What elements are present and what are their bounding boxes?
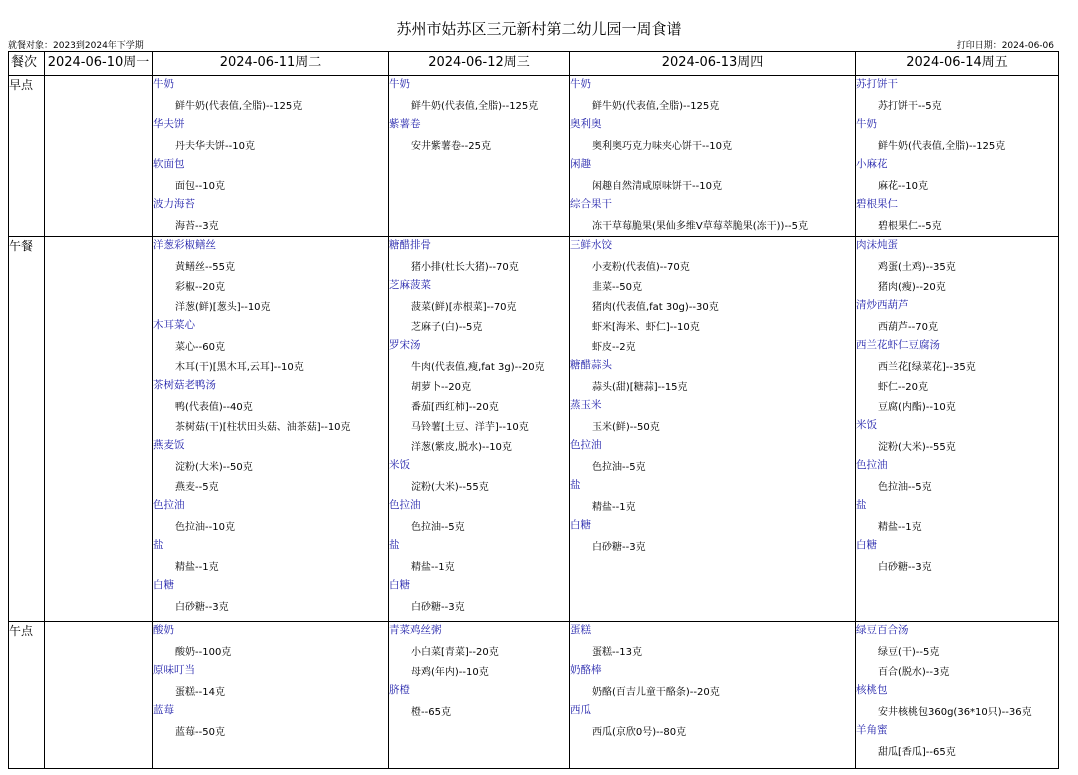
dish-name: 色拉油 <box>570 439 602 451</box>
ingredient: 淀粉(大米)--55克 <box>411 482 489 493</box>
dish-name: 米饭 <box>856 419 877 431</box>
ingredient: 色拉油--5克 <box>878 482 932 493</box>
ingredient: 精盐--1克 <box>592 502 636 513</box>
ingredient: 闲趣自然清咸原味饼干--10克 <box>592 181 722 192</box>
ingredient: 麻花--10克 <box>878 181 928 192</box>
ingredient: 色拉油--5克 <box>592 462 646 473</box>
menu-cell <box>856 237 1059 622</box>
ingredient: 母鸡(年内)--10克 <box>411 667 489 678</box>
dish-name: 青菜鸡丝粥 <box>389 624 442 636</box>
ingredient: 甜瓜[香瓜]--65克 <box>878 747 956 758</box>
dish-name: 蓝莓 <box>153 704 174 716</box>
ingredient: 芝麻子(白)--5克 <box>411 322 483 333</box>
menu-cell <box>153 622 389 769</box>
dish-name: 盐 <box>389 539 400 551</box>
header-day-fri: 2024-06-14周五 <box>856 52 1059 76</box>
dish-name: 白糖 <box>570 519 591 531</box>
ingredient: 牛肉(代表值,瘦,fat 3g)--20克 <box>411 362 545 373</box>
ingredient: 淀粉(大米)--55克 <box>878 442 956 453</box>
ingredient: 蛋糕--14克 <box>175 687 225 698</box>
menu-cell <box>153 237 389 622</box>
ingredient: 白砂糖--3克 <box>592 542 646 553</box>
ingredient: 奶酪(百吉儿童干酪条)--20克 <box>592 687 720 698</box>
menu-cell <box>45 622 153 769</box>
menu-cell <box>570 76 856 237</box>
menu-cell <box>45 237 153 622</box>
dish-name: 盐 <box>153 539 164 551</box>
header-row <box>9 52 1059 76</box>
ingredient: 精盐--1克 <box>175 562 219 573</box>
dish-name: 牛奶 <box>389 78 410 90</box>
dish-name: 苏打饼干 <box>856 78 898 90</box>
weekly-menu-table <box>8 51 1059 769</box>
ingredient: 猪肉(代表值,fat 30g)--30克 <box>592 302 719 313</box>
dish-name: 绿豆百合汤 <box>856 624 909 636</box>
print-date: 打印日期：2024-06-06 <box>956 41 1054 51</box>
menu-cell <box>45 76 153 237</box>
ingredient: 洋葱(紫皮,脱水)--10克 <box>411 442 512 453</box>
dish-name: 碧根果仁 <box>856 198 898 210</box>
menu-cell <box>856 76 1059 237</box>
ingredient: 蛋糕--13克 <box>592 647 642 658</box>
page-title: 苏州市姑苏区三元新村第二幼儿园一周食谱 <box>396 20 682 38</box>
ingredient: 白砂糖--3克 <box>175 602 229 613</box>
ingredient: 酸奶--100克 <box>175 647 232 658</box>
ingredient: 番茄[西红柿]--20克 <box>411 402 499 413</box>
meal-name: 早点 <box>9 76 45 237</box>
dish-name: 脐橙 <box>389 684 410 696</box>
dish-name: 闲趣 <box>570 158 591 170</box>
ingredient: 白砂糖--3克 <box>878 562 932 573</box>
meal-name: 午餐 <box>9 237 45 622</box>
ingredient: 蒜头(甜)[糖蒜]--15克 <box>592 382 688 393</box>
dish-name: 奥利奥 <box>570 118 602 130</box>
dish-name: 糖醋排骨 <box>389 239 431 251</box>
dish-name: 白糖 <box>153 579 174 591</box>
header-day-tue: 2024-06-11周二 <box>153 52 389 76</box>
ingredient: 虾仁--20克 <box>878 382 928 393</box>
header-day-thu: 2024-06-13周四 <box>570 52 856 76</box>
dish-name: 色拉油 <box>389 499 421 511</box>
header-day-wed: 2024-06-12周三 <box>389 52 570 76</box>
dish-name: 盐 <box>570 479 581 491</box>
dish-name: 洋葱彩椒鳝丝 <box>153 239 216 251</box>
ingredient: 木耳(干)[黑木耳,云耳]--10克 <box>175 362 304 373</box>
dish-name: 罗宋汤 <box>389 339 421 351</box>
meal-row <box>9 237 1059 622</box>
ingredient: 西瓜(京欣0号)--80克 <box>592 727 687 738</box>
dish-name: 木耳菜心 <box>153 319 195 331</box>
header-meal: 餐次 <box>9 52 45 76</box>
dish-name: 酸奶 <box>153 624 174 636</box>
ingredient: 菠菜(鲜)[赤根菜]--70克 <box>411 302 517 313</box>
dish-name: 盐 <box>856 499 867 511</box>
meal-name: 午点 <box>9 622 45 769</box>
ingredient: 鲜牛奶(代表值,全脂)--125克 <box>175 101 303 112</box>
dish-name: 综合果干 <box>570 198 612 210</box>
ingredient: 虾皮--2克 <box>592 342 636 353</box>
ingredient: 西葫芦--70克 <box>878 322 938 333</box>
dish-name: 华夫饼 <box>153 118 185 130</box>
ingredient: 彩椒--20克 <box>175 282 225 293</box>
dish-name: 奶酪棒 <box>570 664 602 676</box>
ingredient: 奥利奥巧克力味夹心饼干--10克 <box>592 141 732 152</box>
ingredient: 猪小排(杜长大猪)--70克 <box>411 262 519 273</box>
ingredient: 猪肉(瘦)--20克 <box>878 282 946 293</box>
menu-cell <box>570 622 856 769</box>
ingredient: 小白菜[青菜]--20克 <box>411 647 499 658</box>
ingredient: 精盐--1克 <box>878 522 922 533</box>
ingredient: 黄鳝丝--55克 <box>175 262 235 273</box>
menu-cell <box>389 237 570 622</box>
ingredient: 色拉油--10克 <box>175 522 235 533</box>
ingredient: 精盐--1克 <box>411 562 455 573</box>
dish-name: 西兰花虾仁豆腐汤 <box>856 339 940 351</box>
dish-name: 蒸玉米 <box>570 399 602 411</box>
ingredient: 绿豆(干)--5克 <box>878 647 940 658</box>
dish-name: 小麻花 <box>856 158 888 170</box>
dish-name: 色拉油 <box>856 459 888 471</box>
dish-name: 牛奶 <box>856 118 877 130</box>
dish-name: 清炒西葫芦 <box>856 299 909 311</box>
ingredient: 鸡蛋(土鸡)--35克 <box>878 262 956 273</box>
dish-name: 核桃包 <box>856 684 888 696</box>
ingredient: 小麦粉(代表值)--70克 <box>592 262 690 273</box>
ingredient: 蓝莓--50克 <box>175 727 225 738</box>
ingredient: 虾米[海米、虾仁]--10克 <box>592 322 700 333</box>
menu-cell <box>389 76 570 237</box>
ingredient: 鲜牛奶(代表值,全脂)--125克 <box>411 101 539 112</box>
ingredient: 韭菜--50克 <box>592 282 642 293</box>
dish-name: 芝麻菠菜 <box>389 279 431 291</box>
ingredient: 茶树菇(干)[柱状田头菇、油茶菇]--10克 <box>175 422 351 433</box>
ingredient: 菜心--60克 <box>175 342 225 353</box>
dish-name: 茶树菇老鸭汤 <box>153 379 216 391</box>
ingredient: 胡萝卜--20克 <box>411 382 471 393</box>
ingredient: 玉米(鲜)--50克 <box>592 422 660 433</box>
meal-row <box>9 76 1059 237</box>
dish-name: 米饭 <box>389 459 410 471</box>
ingredient: 燕麦--5克 <box>175 482 219 493</box>
dish-name: 色拉油 <box>153 499 185 511</box>
ingredient: 西兰花[绿菜花]--35克 <box>878 362 976 373</box>
ingredient: 安井核桃包360g(36*10只)--36克 <box>878 707 1032 718</box>
ingredient: 安井紫薯卷--25克 <box>411 141 491 152</box>
ingredient: 橙--65克 <box>411 707 451 718</box>
dish-name: 原味叮当 <box>153 664 195 676</box>
menu-cell <box>856 622 1059 769</box>
ingredient: 鲜牛奶(代表值,全脂)--125克 <box>878 141 1006 152</box>
menu-cell <box>570 237 856 622</box>
header-day-mon: 2024-06-10周一 <box>45 52 153 76</box>
menu-cell <box>389 622 570 769</box>
ingredient: 色拉油--5克 <box>411 522 465 533</box>
dish-name: 糖醋蒜头 <box>570 359 612 371</box>
meal-row <box>9 622 1059 769</box>
ingredient: 豆腐(内酯)--10克 <box>878 402 956 413</box>
menu-cell <box>153 76 389 237</box>
dish-name: 紫薯卷 <box>389 118 421 130</box>
ingredient: 洋葱(鲜)[葱头]--10克 <box>175 302 271 313</box>
ingredient: 碧根果仁--5克 <box>878 221 942 232</box>
dish-name: 牛奶 <box>570 78 591 90</box>
dish-name: 波力海苔 <box>153 198 195 210</box>
ingredient: 马铃薯[土豆、洋芋]--10克 <box>411 422 529 433</box>
ingredient: 海苔--3克 <box>175 221 219 232</box>
ingredient: 淀粉(大米)--50克 <box>175 462 253 473</box>
ingredient: 面包--10克 <box>175 181 225 192</box>
ingredient: 百合(脱水)--3克 <box>878 667 950 678</box>
ingredient: 丹夫华夫饼--10克 <box>175 141 255 152</box>
dish-name: 西瓜 <box>570 704 591 716</box>
dish-name: 白糖 <box>389 579 410 591</box>
ingredient: 白砂糖--3克 <box>411 602 465 613</box>
ingredient: 苏打饼干--5克 <box>878 101 942 112</box>
dish-name: 肉沫炖蛋 <box>856 239 898 251</box>
dining-target: 就餐对象：2023到2024年下学期 <box>8 41 144 51</box>
dish-name: 羊角蜜 <box>856 724 888 736</box>
dish-name: 软面包 <box>153 158 185 170</box>
dish-name: 蛋糕 <box>570 624 591 636</box>
dish-name: 牛奶 <box>153 78 174 90</box>
dish-name: 三鲜水饺 <box>570 239 612 251</box>
ingredient: 鸭(代表值)--40克 <box>175 402 253 413</box>
ingredient: 冻干草莓脆果(果仙多维V草莓萃脆果(冻干))--5克 <box>592 221 809 232</box>
ingredient: 鲜牛奶(代表值,全脂)--125克 <box>592 101 720 112</box>
dish-name: 白糖 <box>856 539 877 551</box>
dish-name: 燕麦饭 <box>153 439 185 451</box>
